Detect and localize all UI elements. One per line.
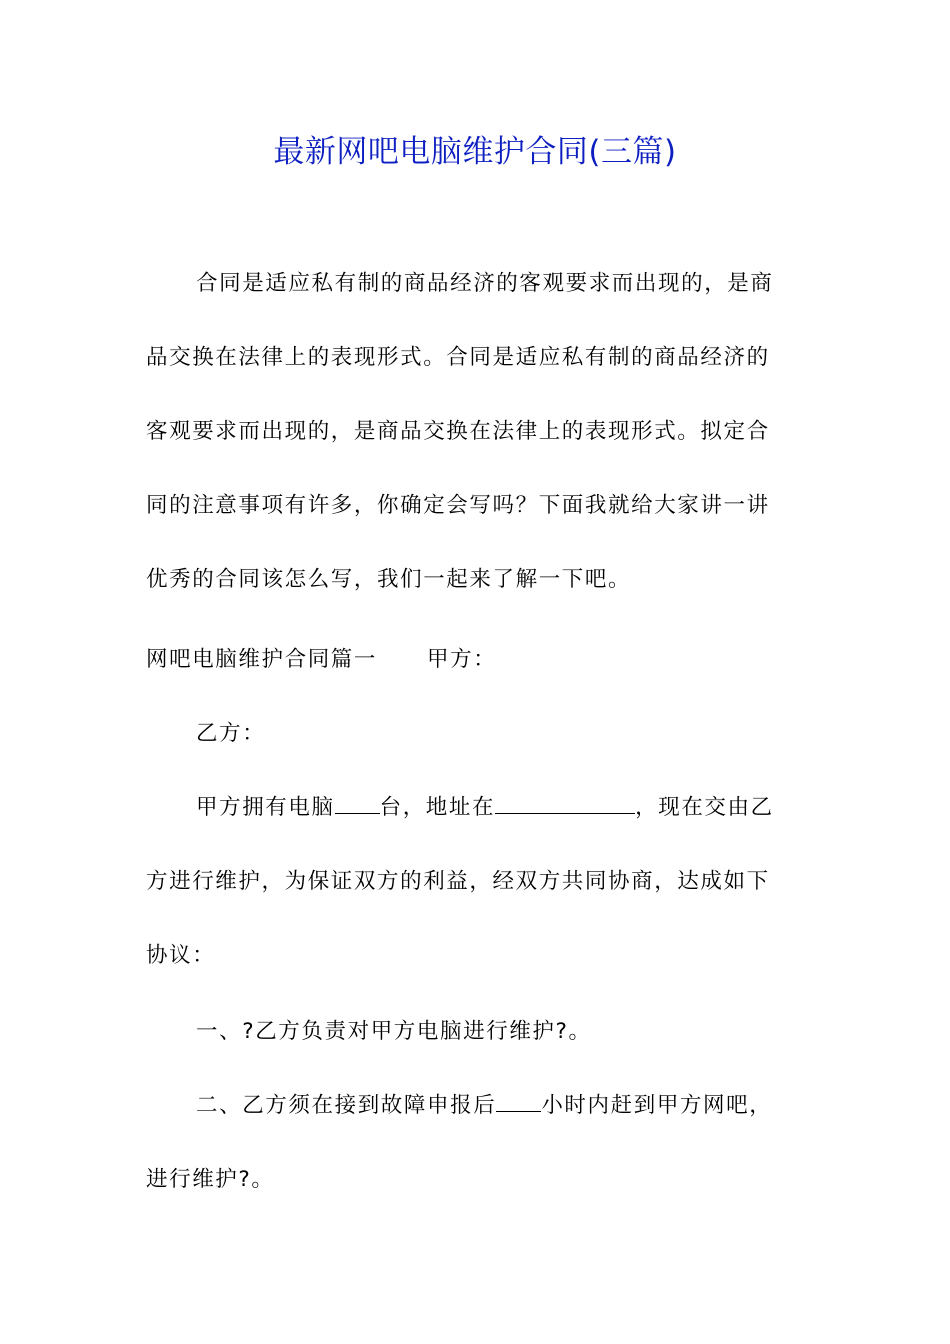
party-a-label: 甲方： [427,647,497,672]
clause-one: 一、?乙方负责对甲方电脑进行维护?。 [196,1019,592,1044]
clause-intro-text-2: 台，地址在 [379,795,496,820]
clause-two-text-2: 小时内赶到甲方网吧， [541,1093,773,1118]
clause-two-line-1 [196,1090,772,1122]
clause-two-text-1: 二、乙方须在接到故障申报后 [196,1093,497,1118]
hours-blank [496,1091,541,1112]
party-b-label: 乙方： [196,721,266,746]
intro-line-4: 同的注意事项有许多，你确定会写吗？下面我就给大家讲一讲 [146,493,770,518]
clause-intro-line-1 [196,792,774,824]
computer-count-blank [335,793,380,814]
section-heading-row [146,644,496,676]
clause-intro-text-3: ，现在交由乙 [635,795,774,820]
intro-line-2: 品交换在法律上的表现形式。合同是适应私有制的商品经济的 [146,345,770,370]
clause-intro-line-3: 协议： [146,943,216,968]
clause-two-line-2: 进行维护?。 [146,1167,275,1192]
intro-line-5: 优秀的合同该怎么写，我们一起来了解一下吧。 [146,567,632,592]
clause-intro-text-1: 甲方拥有电脑 [196,795,335,820]
intro-line-3: 客观要求而出现的，是商品交换在法律上的表现形式。拟定合 [146,419,770,444]
clause-intro-line-2: 方进行维护，为保证双方的利益，经双方共同协商，达成如下 [146,869,770,894]
address-blank [495,793,635,814]
section-heading: 网吧电脑维护合同篇一 [146,647,378,672]
document-title: 最新网吧电脑维护合同(三篇) [273,134,677,170]
intro-line-1: 合同是适应私有制的商品经济的客观要求而出现的，是商 [196,271,774,296]
